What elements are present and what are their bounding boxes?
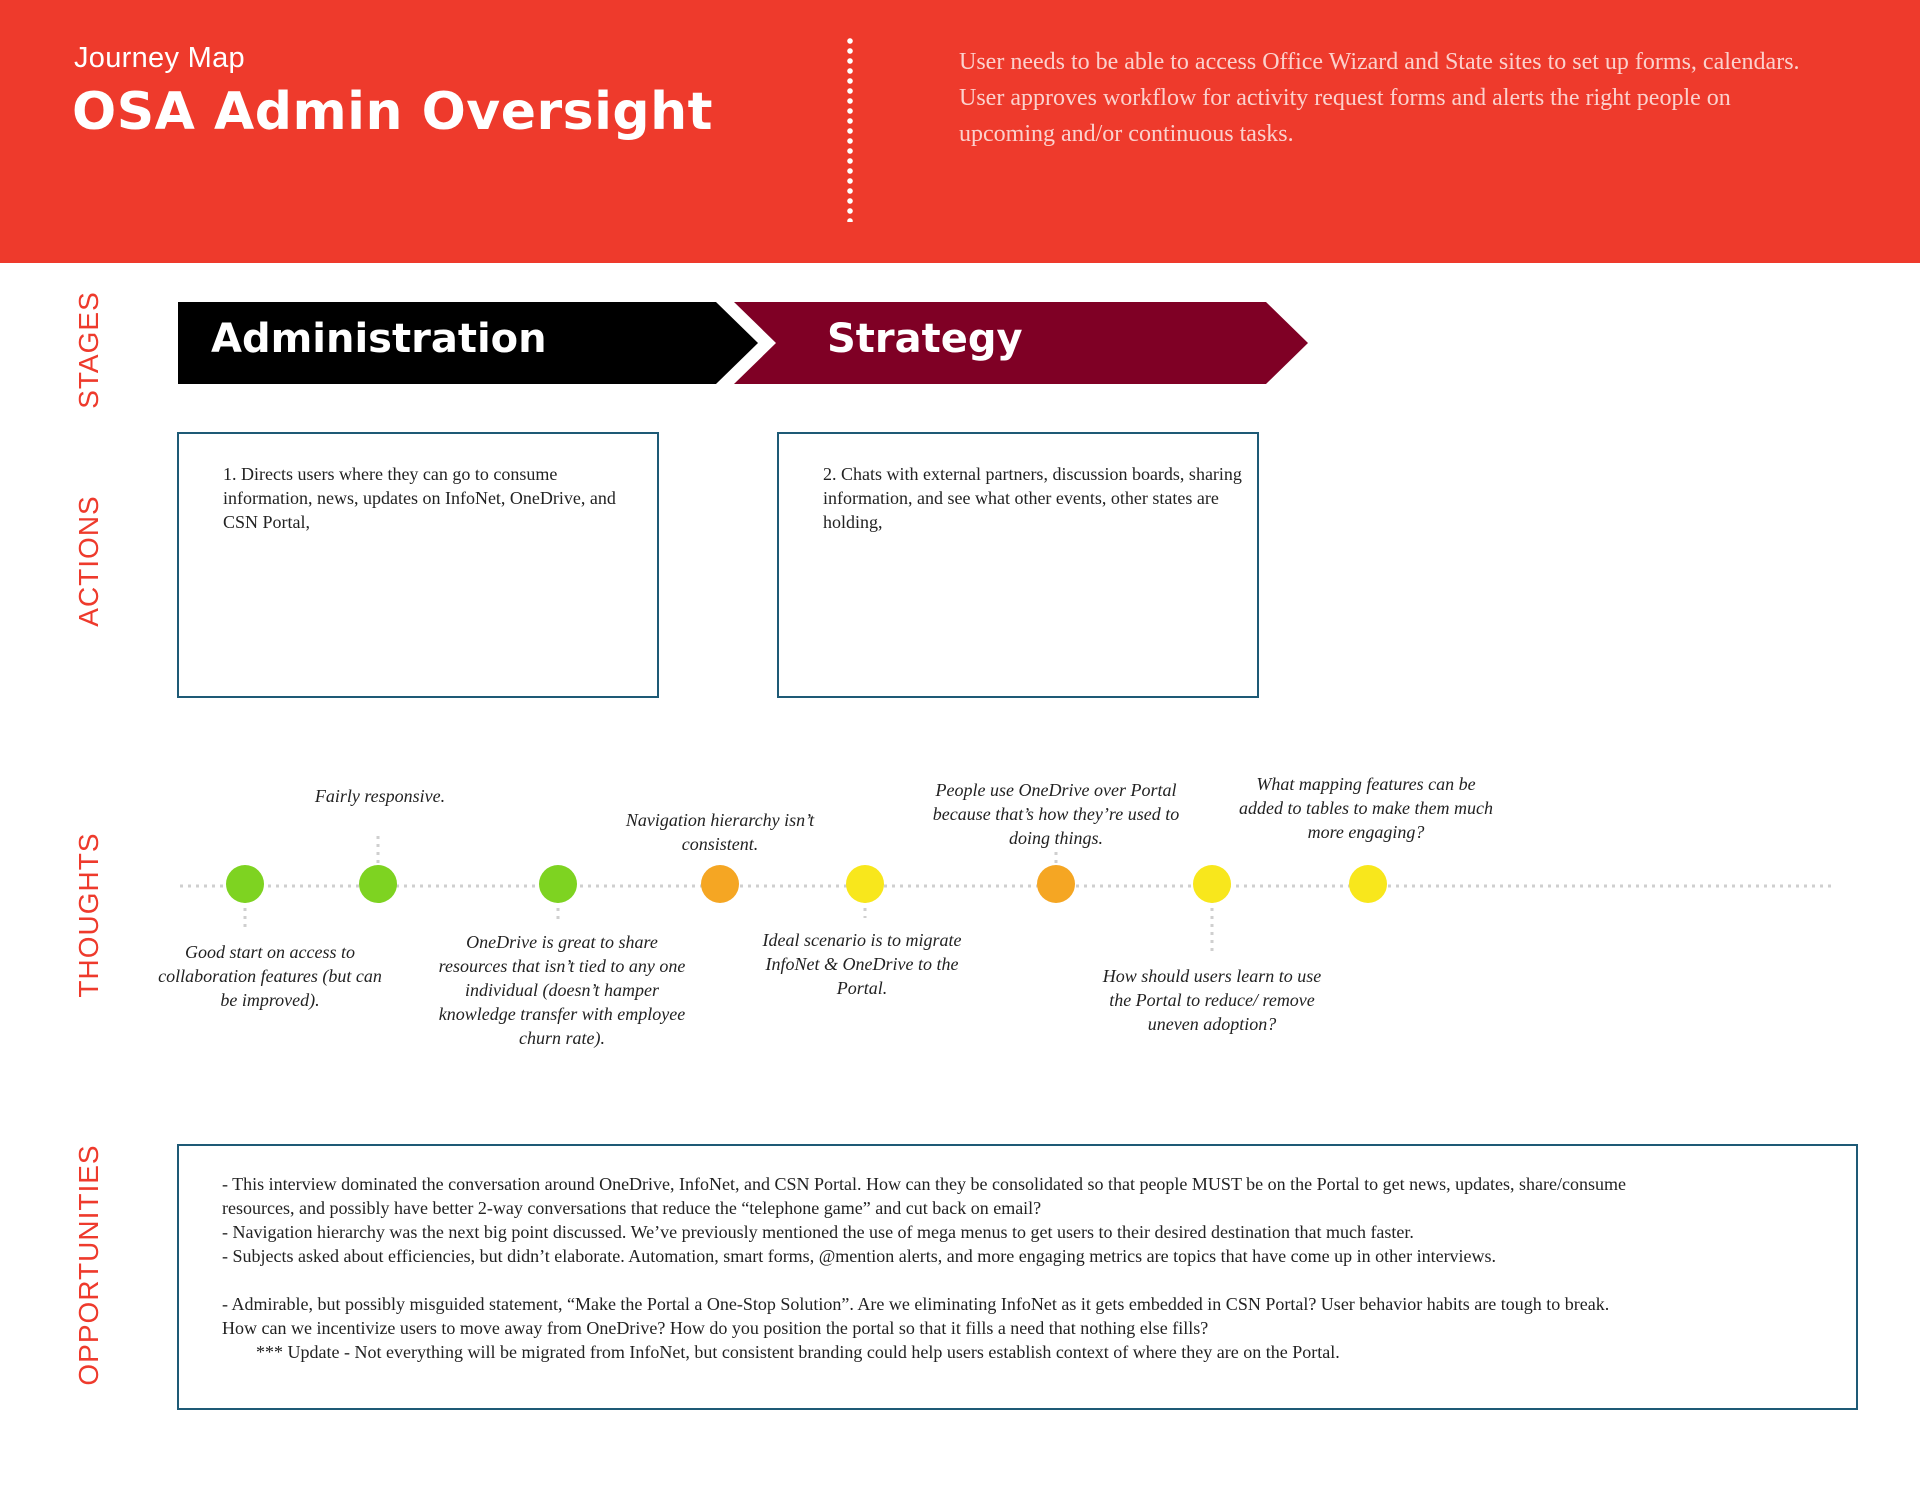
opportunity-item-2: - Navigation hierarchy was the next big point discussed. We’ve previously mentioned the use of mega menus to get users to their desired destination that much faster. bbox=[222, 1222, 1414, 1242]
thought-text-8: What mapping features can be added to tables to make them much more engaging? bbox=[1239, 774, 1493, 842]
action-text-2: 2. Chats with external partners, discussion boards, sharing information, and see what other events, other states are holding, bbox=[823, 464, 1242, 532]
stage-label-strategy: Strategy bbox=[827, 316, 1023, 362]
thought-text-2: Fairly responsive. bbox=[314, 786, 446, 806]
thought-text-4: Navigation hierarchy isn’t consistent. bbox=[625, 810, 815, 854]
action-box-2 bbox=[777, 432, 1259, 698]
page-kicker: Journey Map bbox=[74, 42, 245, 74]
opportunity-item-1: - This interview dominated the conversation around OneDrive, InfoNet, and CSN Portal. How can they be consolidated so that people MUST be on the Portal to get news, updates, share/consume resources, and possibly have better 2-way conversations that reduce the “telephone game” and cut back on email? bbox=[222, 1174, 1627, 1218]
action-box-1 bbox=[177, 432, 659, 698]
thought-text-6: People use OneDrive over Portal because that’s how they’re used to doing things. bbox=[932, 780, 1180, 848]
opportunity-update-note: *** Update - Not everything will be migrated from InfoNet, but consistent branding could help users establish context of where they are on the Portal. bbox=[256, 1342, 1340, 1362]
opportunity-item-4: - Admirable, but possibly misguided statement, “Make the Portal a One-Stop Solution”. Are we eliminating InfoNet as it gets embedded in CSN Portal? User behavior habits are tough to break. How can we incentivize users to move away from OneDrive? How do you position the portal so that it fills a need that nothing else fills? bbox=[222, 1294, 1610, 1338]
thought-dot-7 bbox=[1193, 865, 1231, 903]
thought-dot-6 bbox=[1037, 865, 1075, 903]
section-label-opportunities: OPPORTUNITIES bbox=[73, 1144, 104, 1386]
section-label-stages: STAGES bbox=[73, 291, 104, 409]
stage-label-administration: Administration bbox=[211, 316, 547, 362]
page-title: OSA Admin Oversight bbox=[72, 82, 713, 142]
thought-dot-8 bbox=[1349, 865, 1387, 903]
thought-text-1: Good start on access to collaboration features (but can be improved). bbox=[158, 942, 382, 1010]
opportunity-spacer bbox=[222, 1268, 1642, 1292]
thought-text-3: OneDrive is great to share resources that isn’t tied to any one individual (doesn’t hamper knowledge transfer with employee churn rate). bbox=[438, 932, 686, 1048]
user-need-description: User needs to be able to access Office Wizard and State sites to set up forms, calendars. User approves workflow for activity request forms and alerts the right people on upcoming and/or continuous tasks. bbox=[959, 49, 1800, 147]
opportunities-text bbox=[222, 1172, 1642, 1364]
thought-dot-1 bbox=[226, 865, 264, 903]
action-text-1: 1. Directs users where they can go to consume information, news, updates on InfoNet, OneDrive, and CSN Portal, bbox=[223, 464, 616, 532]
thought-text-5: Ideal scenario is to migrate InfoNet & OneDrive to the Portal. bbox=[762, 930, 962, 998]
thought-dot-4 bbox=[701, 865, 739, 903]
section-label-thoughts: THOUGHTS bbox=[73, 832, 104, 998]
thought-dot-2 bbox=[359, 865, 397, 903]
thought-text-7: How should users learn to use the Portal to reduce/ remove uneven adoption? bbox=[1102, 966, 1322, 1034]
thought-dot-5 bbox=[846, 865, 884, 903]
thought-dot-3 bbox=[539, 865, 577, 903]
opportunity-item-3: - Subjects asked about efficiencies, but didn’t elaborate. Automation, smart forms, @mention alerts, and more engaging metrics are topics that have come up in other interviews. bbox=[222, 1246, 1497, 1266]
section-label-actions: ACTIONS bbox=[73, 495, 104, 627]
